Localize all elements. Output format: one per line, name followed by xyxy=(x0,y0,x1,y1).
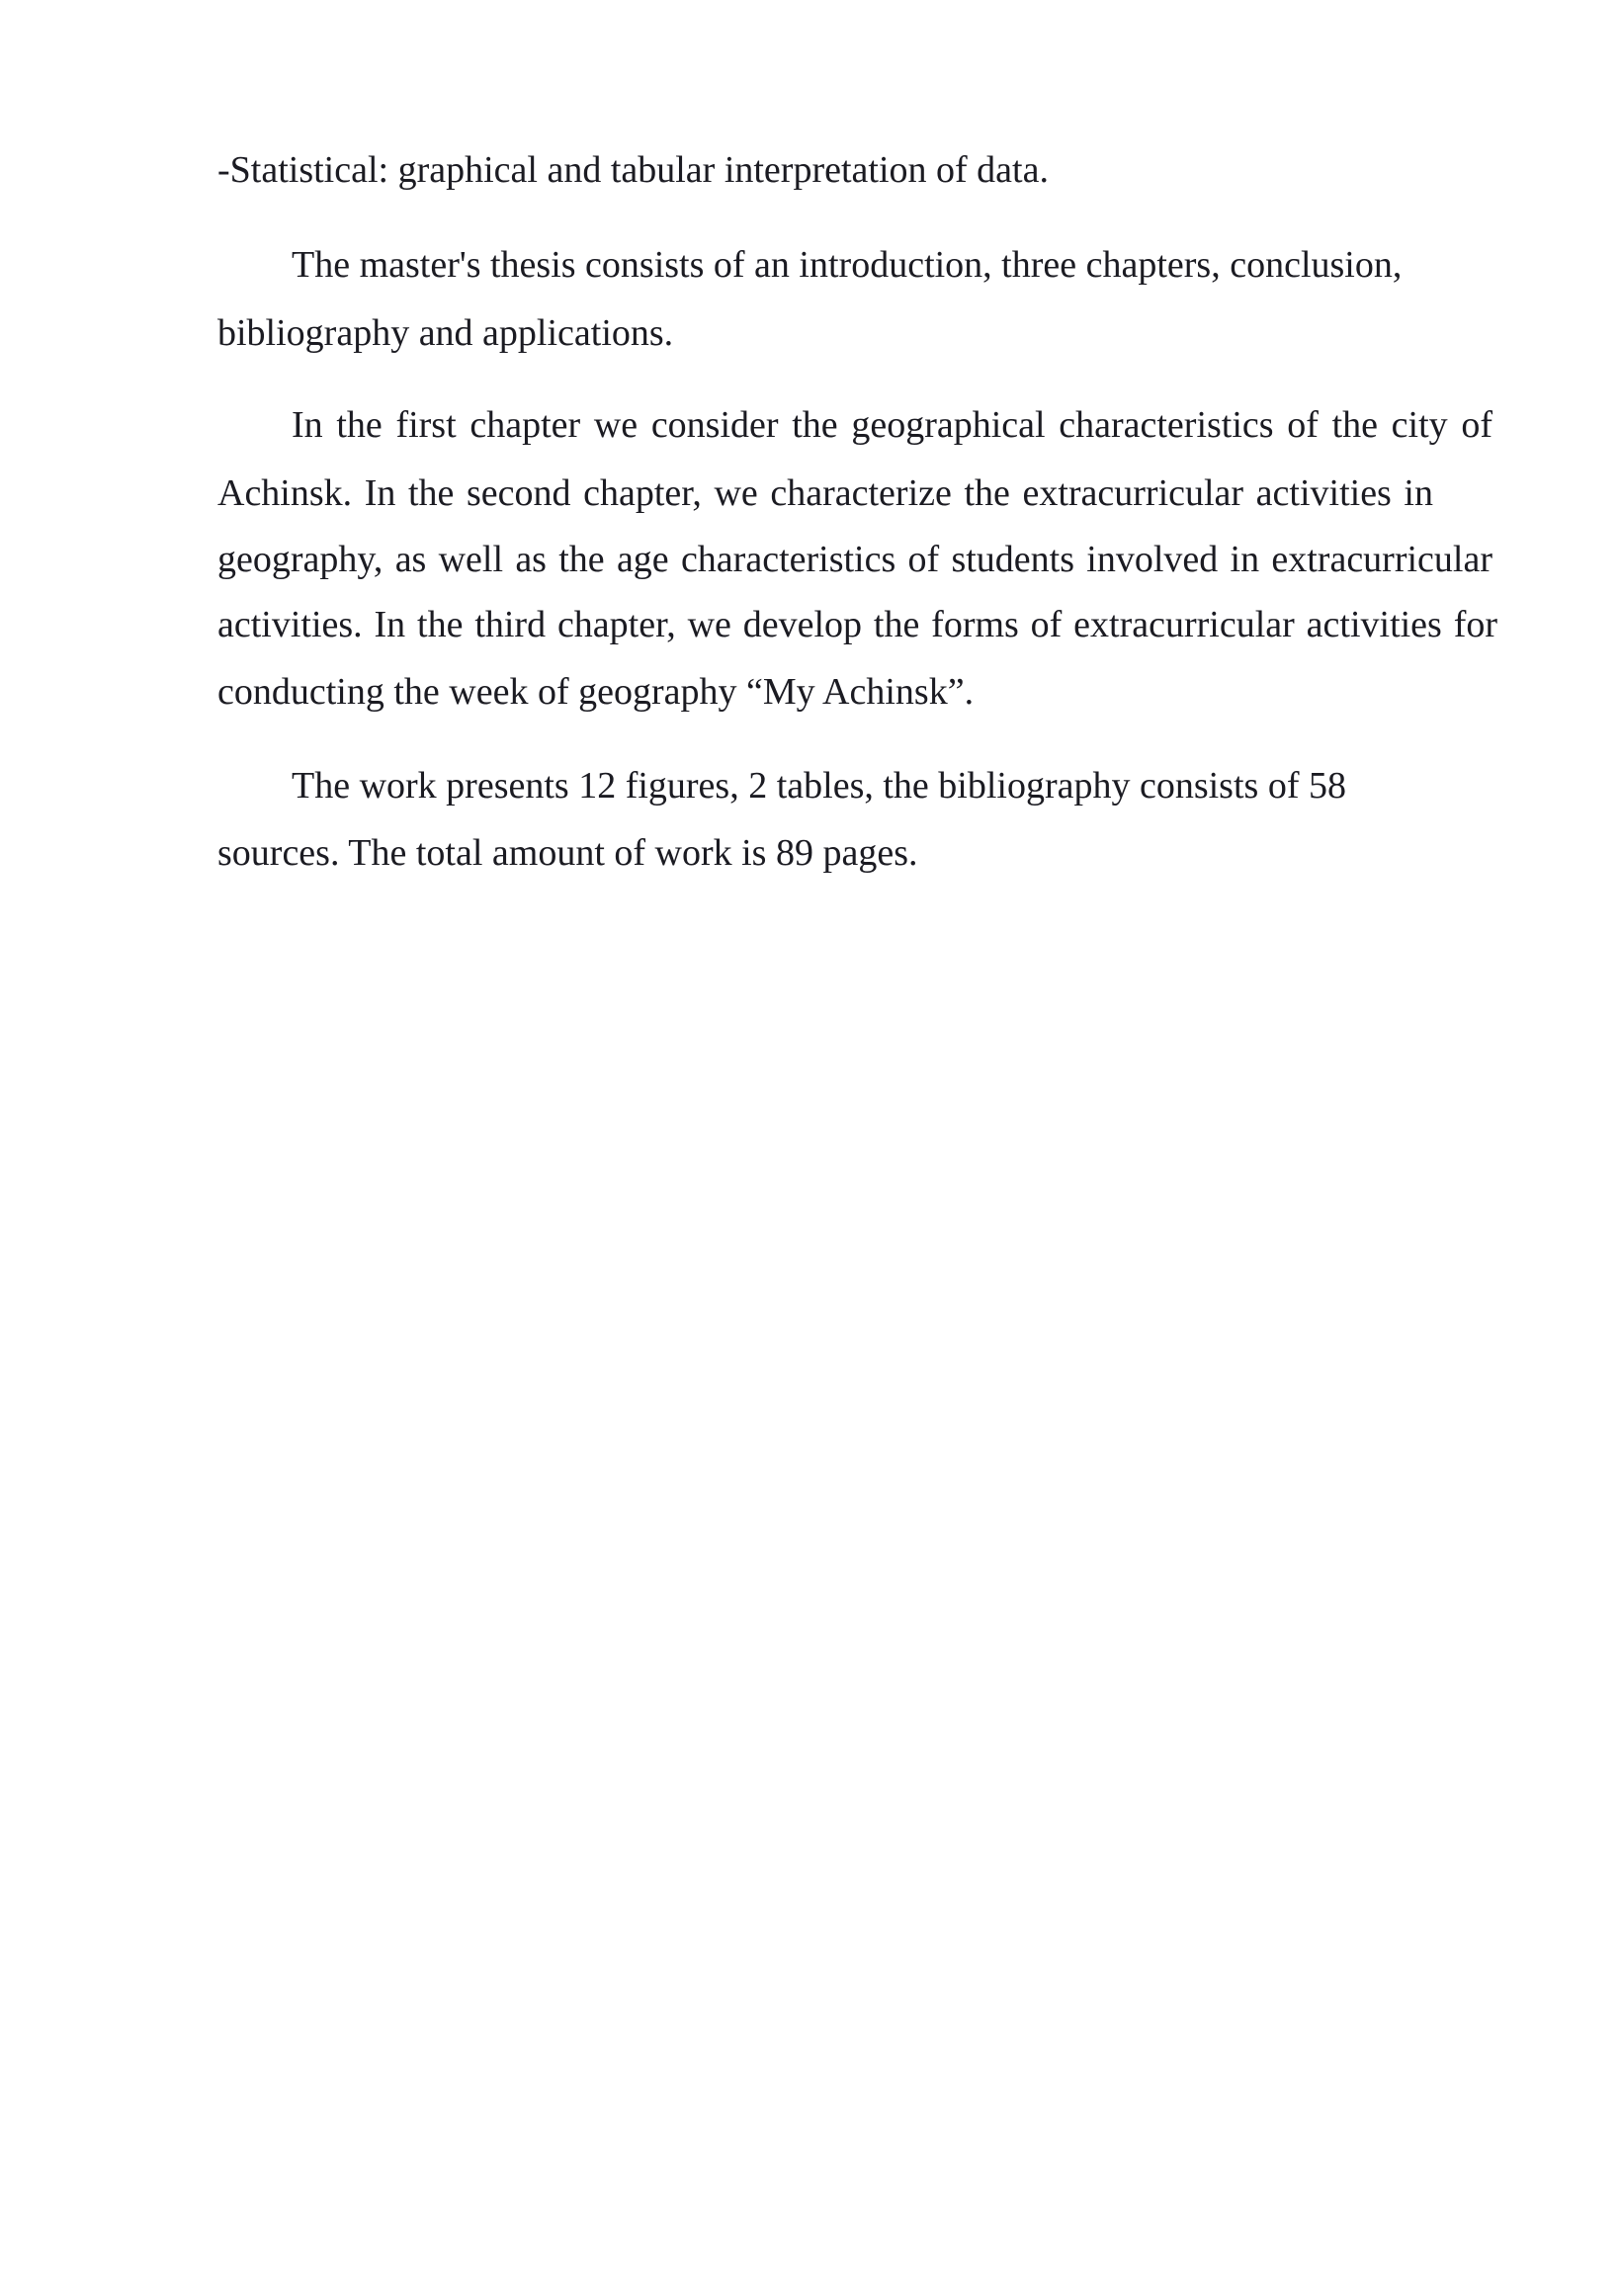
text-line: activities. In the third chapter, we develop the forms of extracurricular activities for xyxy=(217,604,1497,645)
text-line: The work presents 12 figures, 2 tables, the bibliography consists of 58 xyxy=(292,765,1346,807)
text-line: sources. The total amount of work is 89 pages. xyxy=(217,832,918,874)
text-line: bibliography and applications. xyxy=(217,312,674,354)
text-line: The master's thesis consists of an introduction, three chapters, conclusion, xyxy=(292,244,1403,286)
text-line: conducting the week of geography “My Achinsk”. xyxy=(217,671,975,713)
text-line: In the first chapter we consider the geographical characteristics of the city of xyxy=(292,404,1492,446)
text-line: Achinsk. In the second chapter, we characterize the extracurricular activities in xyxy=(217,472,1433,514)
text-line: geography, as well as the age characteristics of students involved in extracurricular xyxy=(217,539,1492,580)
text-line: -Statistical: graphical and tabular interpretation of data. xyxy=(217,149,1049,191)
